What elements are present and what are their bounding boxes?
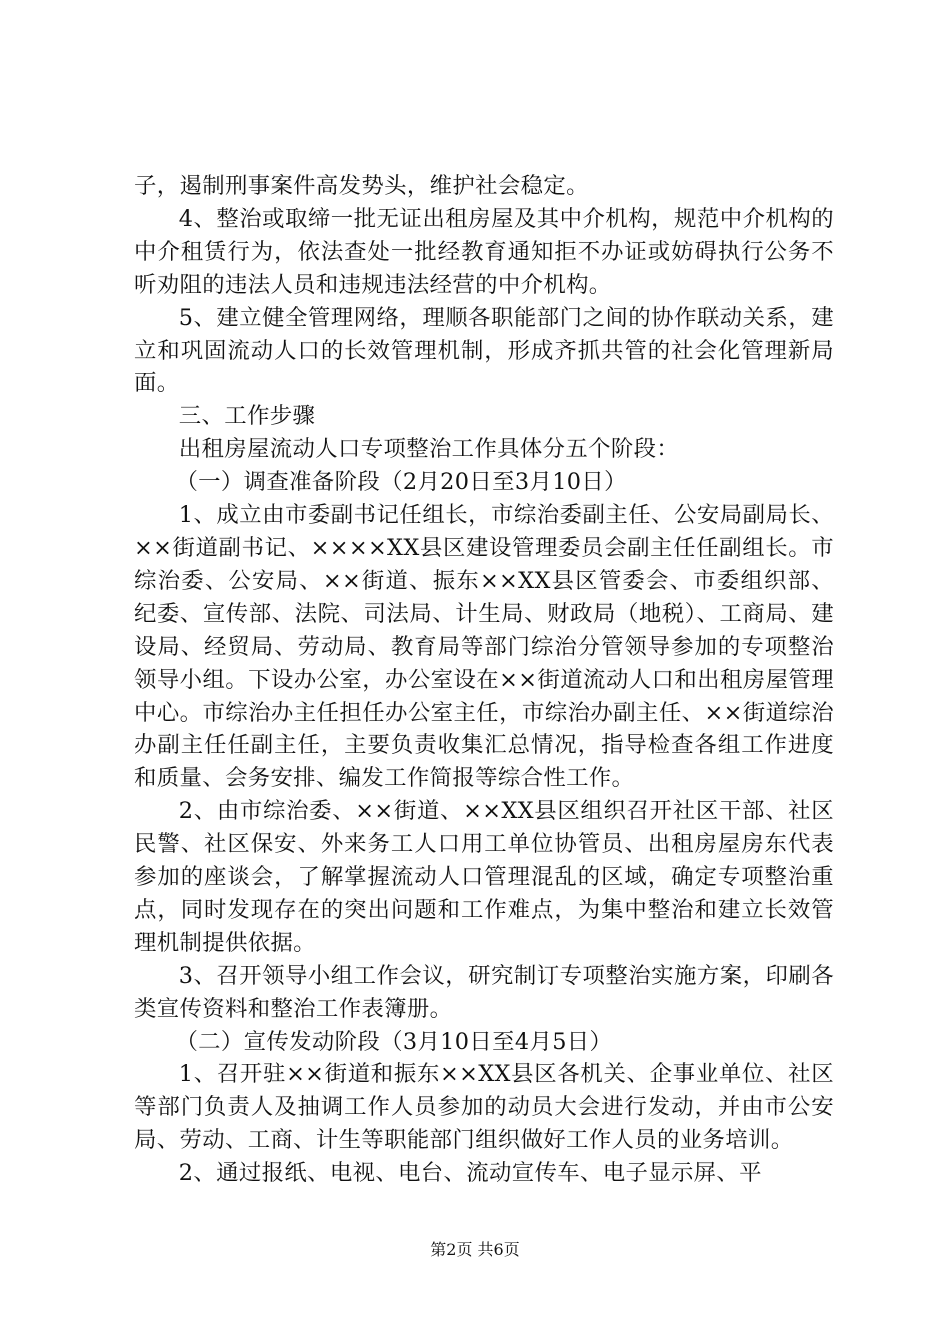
paragraph-item-4: 4、整治或取缔一批无证出租房屋及其中介机构，规范中介机构的中介租赁行为，依法查处一批经教育通知拒不办证或妨碍执行公务不听劝阻的违法人员和违规违法经营的中介机构。	[134, 205, 834, 298]
page-footer	[0, 1240, 950, 1260]
paragraph-stage2-item-1: 1、召开驻××街道和振东××XX县区各机关、企事业单位、社区等部门负责人及抽调工作人员参加的动员大会进行发动，并由市公安局、劳动、工商、计生等职能部门组织做好工作人员的业务培训。	[134, 1061, 834, 1154]
paragraph-stage2-item-2: 2、通过报纸、电视、电台、流动宣传车、电子显示屏、平	[178, 1160, 762, 1187]
paragraph-continuation: 子，遏制刑事案件高发势头，维护社会稳定。	[134, 173, 589, 199]
page-number: 第2页 共6页	[430, 1240, 520, 1259]
paragraph-stage1-item-3: 3、召开领导小组工作会议，研究制订专项整治实施方案，印刷各类宣传资料和整治工作表簿册。	[134, 962, 834, 1022]
stage-heading-publicity: （二）宣传发动阶段（3月10日至4月5日）	[175, 1028, 613, 1055]
paragraph-item-5: 5、建立健全管理网络，理顺各职能部门之间的协作联动关系，建立和巩固流动人口的长效管理机制，形成齐抓共管的社会化管理新局面。	[134, 304, 834, 397]
paragraph-five-stages: 出租房屋流动人口专项整治工作具体分五个阶段：	[178, 436, 680, 463]
stage-heading-investigation: （一）调查准备阶段（2月20日至3月10日）	[175, 469, 627, 496]
paragraph-stage1-item-2: 2、由市综治委、××街道、××XX县区组织召开社区干部、社区民警、社区保安、外来务工人口用工单位协管员、出租房屋房东代表参加的座谈会，了解掌握流动人口管理混乱的区域，确定专项整治重点，同时发现存在的突出问题和工作难点，为集中整治和建立长效管理机制提供依据。	[134, 798, 834, 956]
document-body	[134, 170, 834, 1190]
paragraph-stage1-item-1: 1、成立由市委副书记任组长，市综治委副主任、公安局副局长、××街道副书记、××××XX县区建设管理委员会副主任任副组长。市综治委、公安局、××街道、振东××XX县区管委会、市委组织部、纪委、宣传部、法院、司法局、计生局、财政局（地税）、工商局、建设局、经贸局、劳动局、教育局等部门综治分管领导参加的专项整治领导小组。下设办公室，办公室设在××街道流动人口和出租房屋管理中心。市综治办主任担任办公室主任，市综治办副主任、××街道综治办副主任任副主任，主要负责收集汇总情况，指导检查各组工作进度和质量、会务安排、编发工作简报等综合性工作。	[134, 502, 834, 792]
section-heading-work-steps: 三、工作步骤	[178, 403, 316, 430]
